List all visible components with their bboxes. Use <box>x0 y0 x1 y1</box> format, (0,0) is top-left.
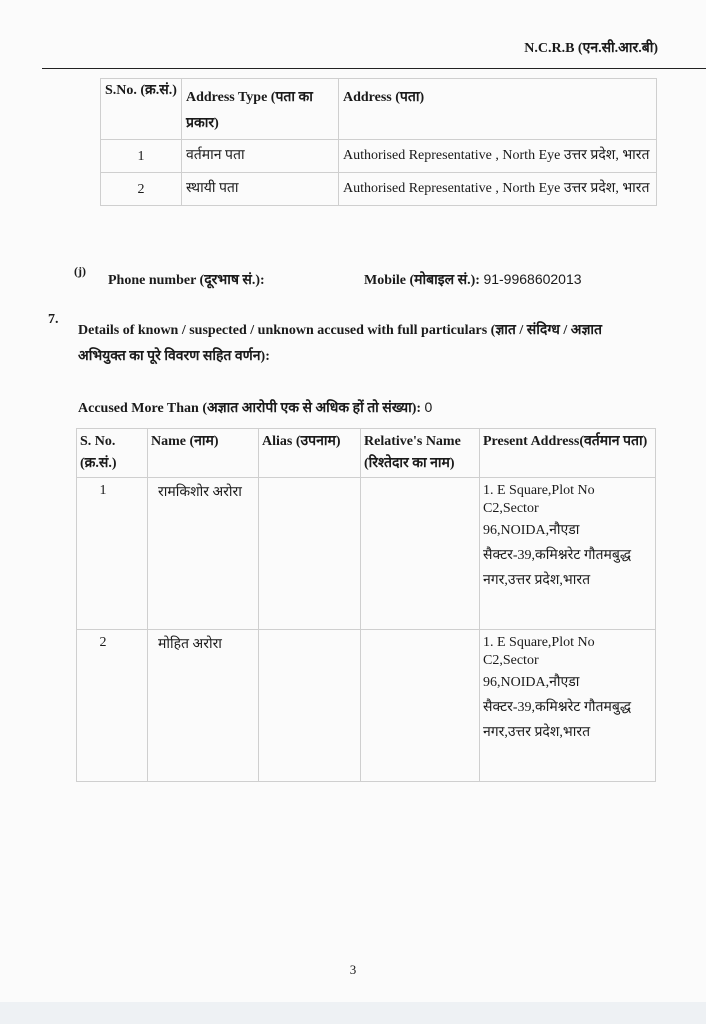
address-mixed: 96,NOIDA,नौएडा सैक्टर-39,कमिश्नरेट गौतमबुद्ध नगर,उत्तर प्रदेश,भारत <box>483 523 632 588</box>
cell-name: मोहित अरोरा <box>148 630 259 782</box>
table-row <box>101 173 657 206</box>
cell-sno: 2 <box>101 173 182 206</box>
col-header-relative-name: Relative's Name (रिश्तेदार का नाम) <box>361 429 480 478</box>
accused-table <box>76 428 656 782</box>
table-row <box>77 630 656 782</box>
table-row <box>101 140 657 173</box>
header-rule <box>42 68 706 69</box>
col-header-address: Address (पता) <box>339 79 657 140</box>
accused-more-label: Accused More Than (अज्ञात आरोपी एक से अधिक हों तो संख्या): <box>78 401 422 416</box>
col-header-sno: S.No. (क्र.सं.) <box>101 79 182 140</box>
cell-address: Authorised Representative , North Eye उत्तर प्रदेश, भारत <box>339 173 657 206</box>
address-mixed: 96,NOIDA,नौएडा सैक्टर-39,कमिश्नरेट गौतमबुद्ध नगर,उत्तर प्रदेश,भारत <box>483 675 632 740</box>
col-header-sno: S. No. (क्र.सं.) <box>77 429 148 478</box>
cell-alias <box>259 478 361 630</box>
address-table-header-row <box>101 79 657 140</box>
cell-sno: 1 <box>77 478 148 630</box>
mobile-value: 91-9968602013 <box>483 271 582 287</box>
item-label-j: (j) <box>74 264 86 278</box>
cell-address-type: स्थायी पता <box>182 173 339 206</box>
page-number: 3 <box>349 962 357 977</box>
col-header-address-type: Address Type (पता का प्रकार) <box>182 79 339 140</box>
section-title: Details of known / suspected / unknown accused with full particulars (ज्ञात / संदिग्ध / अज्ञात अभियुक्त का पूरे विवरण सहित वर्णन): <box>78 323 603 364</box>
mobile-label: Mobile (मोबाइल सं.): <box>364 273 480 288</box>
cell-present-address <box>480 630 656 782</box>
footer-band <box>0 1002 706 1024</box>
cell-relative-name <box>361 630 480 782</box>
address-latin: 1. E Square,Plot No C2,Sector <box>483 635 595 668</box>
cell-name: रामकिशोर अरोरा <box>148 478 259 630</box>
cell-address-type: वर्तमान पता <box>182 140 339 173</box>
table-row <box>77 478 656 630</box>
col-header-alias: Alias (उपनाम) <box>259 429 361 478</box>
section-number: 7. <box>48 312 59 327</box>
cell-present-address <box>480 478 656 630</box>
col-header-name: Name (नाम) <box>148 429 259 478</box>
accused-more-line <box>78 398 432 417</box>
accused-more-value: 0 <box>424 399 433 415</box>
col-header-present-address: Present Address(वर्तमान पता) <box>480 429 656 478</box>
address-latin: 1. E Square,Plot No C2,Sector <box>483 483 595 516</box>
header-org: N.C.R.B (एन.सी.आर.बी) <box>524 41 658 56</box>
cell-alias <box>259 630 361 782</box>
cell-address: Authorised Representative , North Eye उत्तर प्रदेश, भारत <box>339 140 657 173</box>
cell-sno: 1 <box>101 140 182 173</box>
cell-relative-name <box>361 478 480 630</box>
mobile-line <box>364 270 582 289</box>
address-table <box>100 78 657 206</box>
phone-label: Phone number (दूरभाष सं.): <box>108 273 265 288</box>
accused-table-header-row <box>77 429 656 478</box>
cell-sno: 2 <box>77 630 148 782</box>
